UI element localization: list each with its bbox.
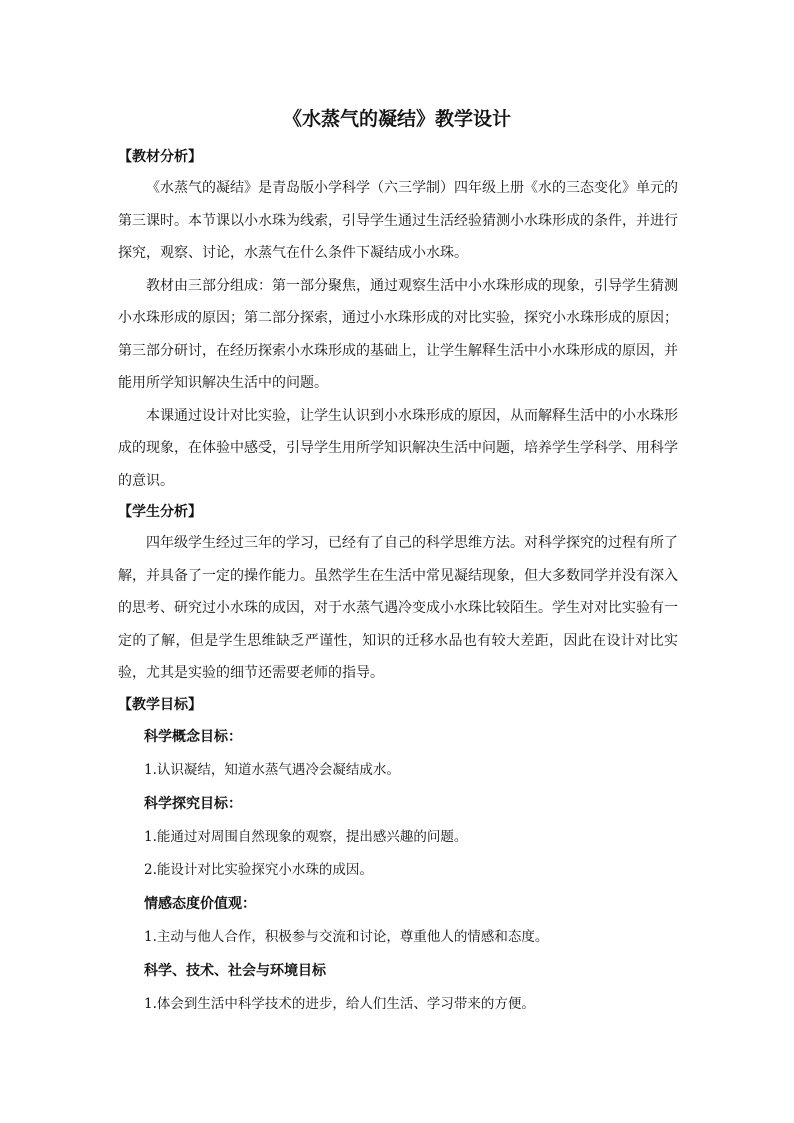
goal-item: 1.能通过对周围自然现象的观察，提出感兴趣的问题。 (144, 828, 468, 845)
goal-subheading: 科学、技术、社会与环境目标 (144, 962, 326, 979)
section-heading: 【教材分析】 (118, 149, 202, 165)
goal-item: 1.体会到生活中科学技术的进步，给人们生活、学习带来的方便。 (144, 995, 535, 1012)
goal-subheading: 科学概念目标： (144, 728, 242, 745)
paragraph: 《水蒸气的凝结》是青岛版小学科学（六三学制）四年级上册《水的三态变化》单元的第三课时。本节课以小水珠为线索，引导学生通过生活经验猜测小水珠形成的条件，并进行探究，观察、讨论，水蒸气在什么条件下凝结成小水珠。 (118, 180, 678, 261)
goal-subheading: 科学探究目标： (144, 795, 242, 812)
document-title: 《水蒸气的凝结》教学设计 (282, 108, 511, 130)
goal-item: 2.能设计对比实验探究小水珠的成因。 (144, 861, 373, 878)
paragraph: 四年级学生经过三年的学习，已经有了自己的科学思维方法。对科学探究的过程有所了解，并具备了一定的操作能力。虽然学生在生活中常见凝结现象，但大多数同学并没有深入的思考、研究过小水珠的成因，对于水蒸气遇冷变成小水珠比较陌生。学生对对比实验有一定的了解，但是学生思维缺乏严谨性，知识的迁移水品也有较大差距，因此在设计对比实验，尤其是实验的细节还需要老师的指导。 (118, 535, 678, 681)
paragraph: 教材由三部分组成：第一部分聚焦，通过观察生活中小水珠形成的现象，引导学生猜测小水珠形成的原因；第二部分探索，通过小水珠形成的对比实验，探究小水珠形成的原因；第三部分研讨，在经历探索小水珠形成的基础上，让学生解释生活中小水珠形成的原因，并能用所学知识解决生活中的问题。 (118, 277, 678, 391)
paragraph: 本课通过设计对比实验，让学生认识到小水珠形成的原因，从而解释生活中的小水珠形成的现象，在体验中感受，引导学生用所学知识解决生活中问题，培养学生学科学、用科学的意识。 (118, 407, 678, 489)
section-heading: 【教学目标】 (118, 696, 202, 713)
document-body (118, 142, 678, 1021)
goal-subheading: 情感态度价值观： (144, 895, 256, 912)
section-heading: 【学生分析】 (118, 504, 202, 520)
section-material-analysis (118, 142, 678, 497)
goal-item: 1.主动与他人合作，积极参与交流和讨论，尊重他人的情感和态度。 (144, 928, 549, 945)
section-student-analysis (118, 497, 678, 690)
goal-item: 1.认识凝结，知道水蒸气遇冷会凝结成水。 (144, 761, 400, 778)
section-teaching-goals (118, 690, 678, 1021)
